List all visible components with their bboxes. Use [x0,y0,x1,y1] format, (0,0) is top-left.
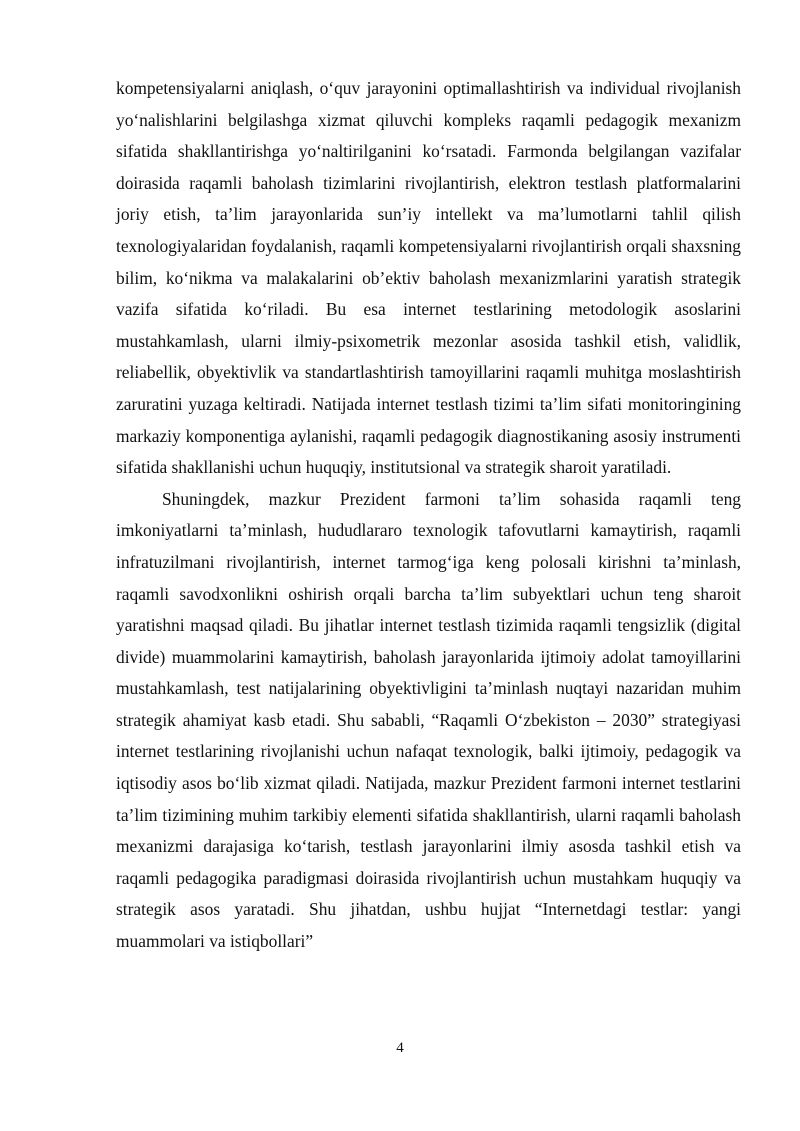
paragraph-prezident-farmoni: Shuningdek, mazkur Prezident farmoni ta’lim sohasida raqamli teng imkoniyatlarni ta’minlash, hududlararo texnologik tafovutlarni kamaytirish, raqamli infratuzilmani rivojlantirish, internet tarmog‘iga keng polosali kirishni ta’minlash, raqamli savodxonlikni oshirish orqali barcha ta’lim subyektlari uchun teng sharoit yaratishni maqsad qiladi. Bu jihatlar internet testlash tizimida raqamli tengsizlik (digital divide) muammolarini kamaytirish, baholash jarayonlarida ijtimoiy adolat tamoyillarini mustahkamlash, test natijalarining obyektivligini ta’minlash nuqtayi nazaridan muhim strategik ahamiyat kasb etadi. Shu sababli, “Raqamli O‘zbekiston – 2030” strategiyasi internet testlarining rivojlanishi uchun nafaqat texnologik, balki ijtimoiy, pedagogik va iqtisodiy asos bo‘lib xizmat qiladi. Natijada, mazkur Prezident farmoni internet testlarini ta’lim tizimining muhim tarkibiy elementi sifatida shakllantirish, ularni raqamli baholash mexanizmi darajasiga ko‘tarish, testlash jarayonlarini ilmiy asosda tashkil etish va raqamli pedagogika paradigmasi doirasida rivojlantirish uchun mustahkam huquqiy va strategik asos yaratadi. Shu jihatdan, ushbu hujjat “Internetdagi testlar: yangi muammolari va istiqbollari” [116,488,741,952]
page-number: 4 [396,1040,404,1056]
paragraph-continuation: kompetensiyalarni aniqlash, o‘quv jarayonini optimallashtirish va individual rivojlanish yo‘nalishlarini belgilashga xizmat qiluvchi kompleks raqamli pedagogik mexanizm sifatida shakllantirishga yo‘naltirilganini ko‘rsatadi. Farmonda belgilangan vazifalar doirasida raqamli baholash tizimlarini rivojlantirish, elektron testlash platformalarini joriy etish, ta’lim jarayonlarida sun’iy intellekt va ma’lumotlarni tahlil qilish texnologiyalaridan foydalanish, raqamli kompetensiyalarni rivojlantirish orqali shaxsning bilim, ko‘nikma va malakalarini ob’ektiv baholash mexanizmlarini yaratish strategik vazifa sifatida ko‘riladi. Bu esa internet testlarining metodologik asoslarini mustahkamlash, ularni ilmiy-psixometrik mezonlar asosida tashkil etish, validlik, reliabellik, obyektivlik va standartlashtirish tamoyillarini raqamli muhitga moslashtirish zaruratini yuzaga keltiradi. Natijada internet testlash tizimi ta’lim sifati monitoringining markaziy komponentiga aylanishi, raqamli pedagogik diagnostikaning asosiy instrumenti sifatida shakllanishi uchun huquqiy, institutsional va strategik sharoit yaratiladi. [116,78,741,478]
document-body [116,73,741,958]
